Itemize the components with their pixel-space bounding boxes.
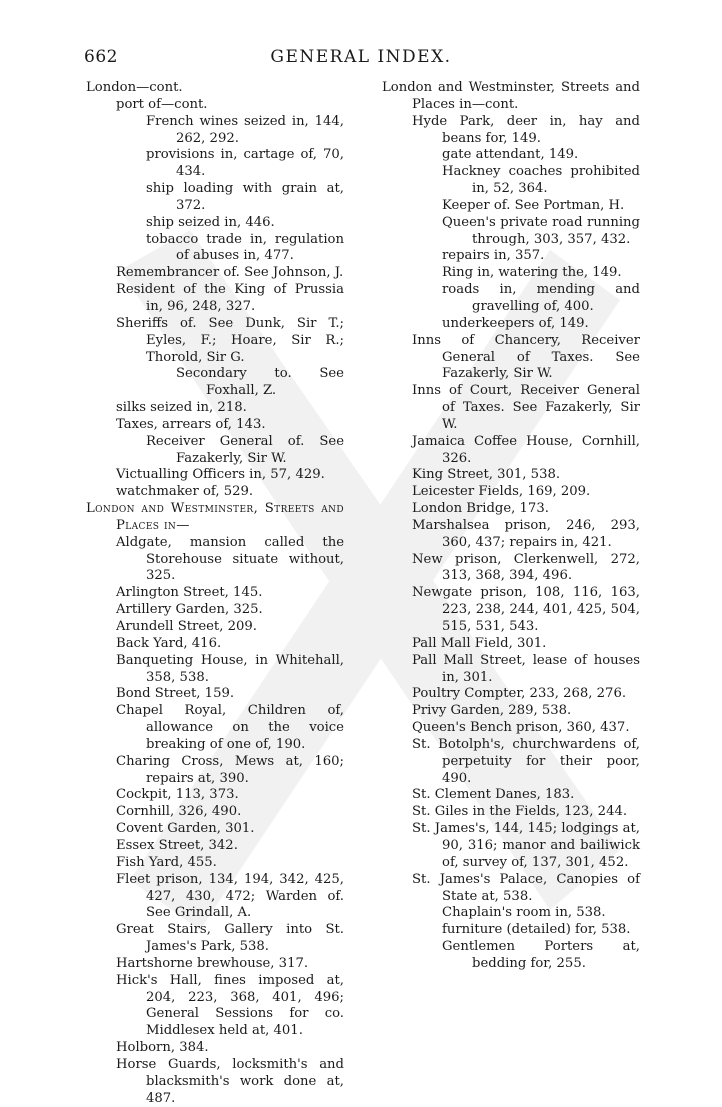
index-entry: London and Westminster, Streets and Places in— xyxy=(86,501,344,533)
index-entry: Covent Garden, 301. xyxy=(116,821,255,837)
index-entry: Remembrancer of. See Johnson, J. xyxy=(116,265,344,281)
index-entry: Pall Mall Street, lease of houses in, 301. xyxy=(412,652,640,685)
index-entry: Horse Guards, locksmith's and blacksmith's work done at, 487. xyxy=(116,1056,344,1106)
index-entry: St. Giles in the Fields, 123, 244. xyxy=(412,804,628,820)
index-entry: Leicester Fields, 169, 209. xyxy=(412,484,591,500)
index-entry: St. Botolph's, churchwardens of, perpetuity for their poor, 490. xyxy=(412,736,640,786)
index-entry: Queen's private road running through, 303, 357, 432. xyxy=(442,214,640,247)
index-entry: Gentlemen Porters at, bedding for, 255. xyxy=(442,939,640,971)
index-entry: Chapel Royal, Children of, allowance on the voice breaking of one of, 190. xyxy=(116,703,344,752)
index-entry: Great Stairs, Gallery into St. James's Park, 538. xyxy=(116,922,344,955)
index-entry: Queen's Bench prison, 360, 437. xyxy=(412,720,630,736)
right-column xyxy=(382,80,640,973)
index-entry: New prison, Clerkenwell, 272, 313, 368, 394, 496. xyxy=(412,551,640,584)
index-entry: Charing Cross, Mews at, 160; repairs at, 390. xyxy=(116,753,344,786)
index-entry: Hyde Park, deer in, hay and beans for, 149. xyxy=(412,113,640,146)
index-entry: repairs in, 357. xyxy=(442,248,545,264)
index-entry: gate attendant, 149. xyxy=(442,147,579,163)
index-entry: Bond Street, 159. xyxy=(116,686,235,702)
index-entry: Inns of Court, Receiver General of Taxes. See Fazakerly, Sir W. xyxy=(412,383,640,432)
index-entry: provisions in, cartage of, 70, 434. xyxy=(146,147,344,180)
index-entry: Cornhill, 326, 490. xyxy=(116,804,242,820)
index-entry: ship seized in, 446. xyxy=(146,214,275,230)
index-entry: Victualling Officers in, 57, 429. xyxy=(116,467,325,483)
index-entry: roads in, mending and gravelling of, 400. xyxy=(442,282,640,314)
index-entry: Arlington Street, 145. xyxy=(116,585,263,601)
page-number: 662 xyxy=(84,47,118,67)
index-entry: French wines seized in, 144, 262, 292. xyxy=(146,113,344,146)
index-entry: Marshalsea prison, 246, 293, 360, 437; repairs in, 421. xyxy=(412,517,640,550)
index-entry: Hackney coaches prohibited in, 52, 364. xyxy=(442,164,640,197)
index-entry: Artillery Garden, 325. xyxy=(116,602,263,618)
index-entry: silks seized in, 218. xyxy=(116,400,247,416)
index-entry: port of—cont. xyxy=(116,96,208,112)
index-entry: Poultry Compter, 233, 268, 276. xyxy=(412,686,627,702)
left-column xyxy=(86,80,344,1107)
index-entry: St. James's, 144, 145; lodgings at, 90, 316; manor and bailiwick of, survey of, 137, 301, 452. xyxy=(412,821,640,870)
index-entry: Fleet prison, 134, 194, 342, 425, 427, 430, 472; Warden of. See Grindall, A. xyxy=(116,871,344,921)
index-entry: Sheriffs of. See Dunk, Sir T.; Eyles, F.; Hoare, Sir R.; Thorold, Sir G. xyxy=(116,315,344,365)
index-entry: Aldgate, mansion called the Storehouse situate without, 325. xyxy=(116,534,344,584)
index-entry: Chaplain's room in, 538. xyxy=(442,905,606,921)
index-entry: London and Westminster, Streets and Places in—cont. xyxy=(382,80,640,112)
index-entry: Privy Garden, 289, 538. xyxy=(412,703,572,719)
index-entry: watchmaker of, 529. xyxy=(116,484,254,500)
index-entry: Banqueting House, in Whitehall, 358, 538. xyxy=(116,652,344,685)
index-entry: Newgate prison, 108, 116, 163, 223, 238, 244, 401, 425, 504, 515, 531, 543. xyxy=(412,585,640,634)
index-entry: London—cont. xyxy=(86,80,183,95)
index-entry: Back Yard, 416. xyxy=(116,635,222,651)
index-entry: Hick's Hall, fines imposed at, 204, 223, 368, 401, 496; General Sessions for co. Middlesex held at, 401. xyxy=(116,972,344,1039)
index-entry: ship loading with grain at, 372. xyxy=(146,181,344,213)
index-entry: St. Clement Danes, 183. xyxy=(412,787,575,803)
index-entry: Cockpit, 113, 373. xyxy=(116,787,239,803)
index-entry: Keeper of. See Portman, H. xyxy=(442,197,625,213)
index-entry: Secondary to. See Foxhall, Z. xyxy=(176,366,344,399)
index-entry: Holborn, 384. xyxy=(116,1040,209,1056)
index-entry: Fish Yard, 455. xyxy=(116,854,217,870)
index-entry: Ring in, watering the, 149. xyxy=(442,265,622,281)
index-entry: Receiver General of. See Fazakerly, Sir W. xyxy=(146,433,344,466)
index-entry: London Bridge, 173. xyxy=(412,501,549,517)
index-entry: underkeepers of, 149. xyxy=(442,315,589,331)
index-entry: Jamaica Coffee House, Cornhill, 326. xyxy=(412,433,640,466)
index-entry: Inns of Chancery, Receiver General of Taxes. See Fazakerly, Sir W. xyxy=(412,332,640,382)
index-entry: tobacco trade in, regulation of abuses in, 477. xyxy=(146,231,344,264)
index-entry: Arundell Street, 209. xyxy=(116,619,257,634)
index-entry: furniture (detailed) for, 538. xyxy=(442,922,631,938)
index-entry: Pall Mall Field, 301. xyxy=(412,635,547,651)
index-entry: Resident of the King of Prussia in, 96, 248, 327. xyxy=(116,282,344,314)
index-entry: King Street, 301, 538. xyxy=(412,467,561,483)
index-entry: St. James's Palace, Canopies of State at, 538. xyxy=(412,871,640,904)
index-entry: Essex Street, 342. xyxy=(116,837,238,853)
index-entry: Hartshorne brewhouse, 317. xyxy=(116,955,309,971)
page-title: GENERAL INDEX. xyxy=(270,47,452,67)
index-entry: Taxes, arrears of, 143. xyxy=(116,416,266,432)
